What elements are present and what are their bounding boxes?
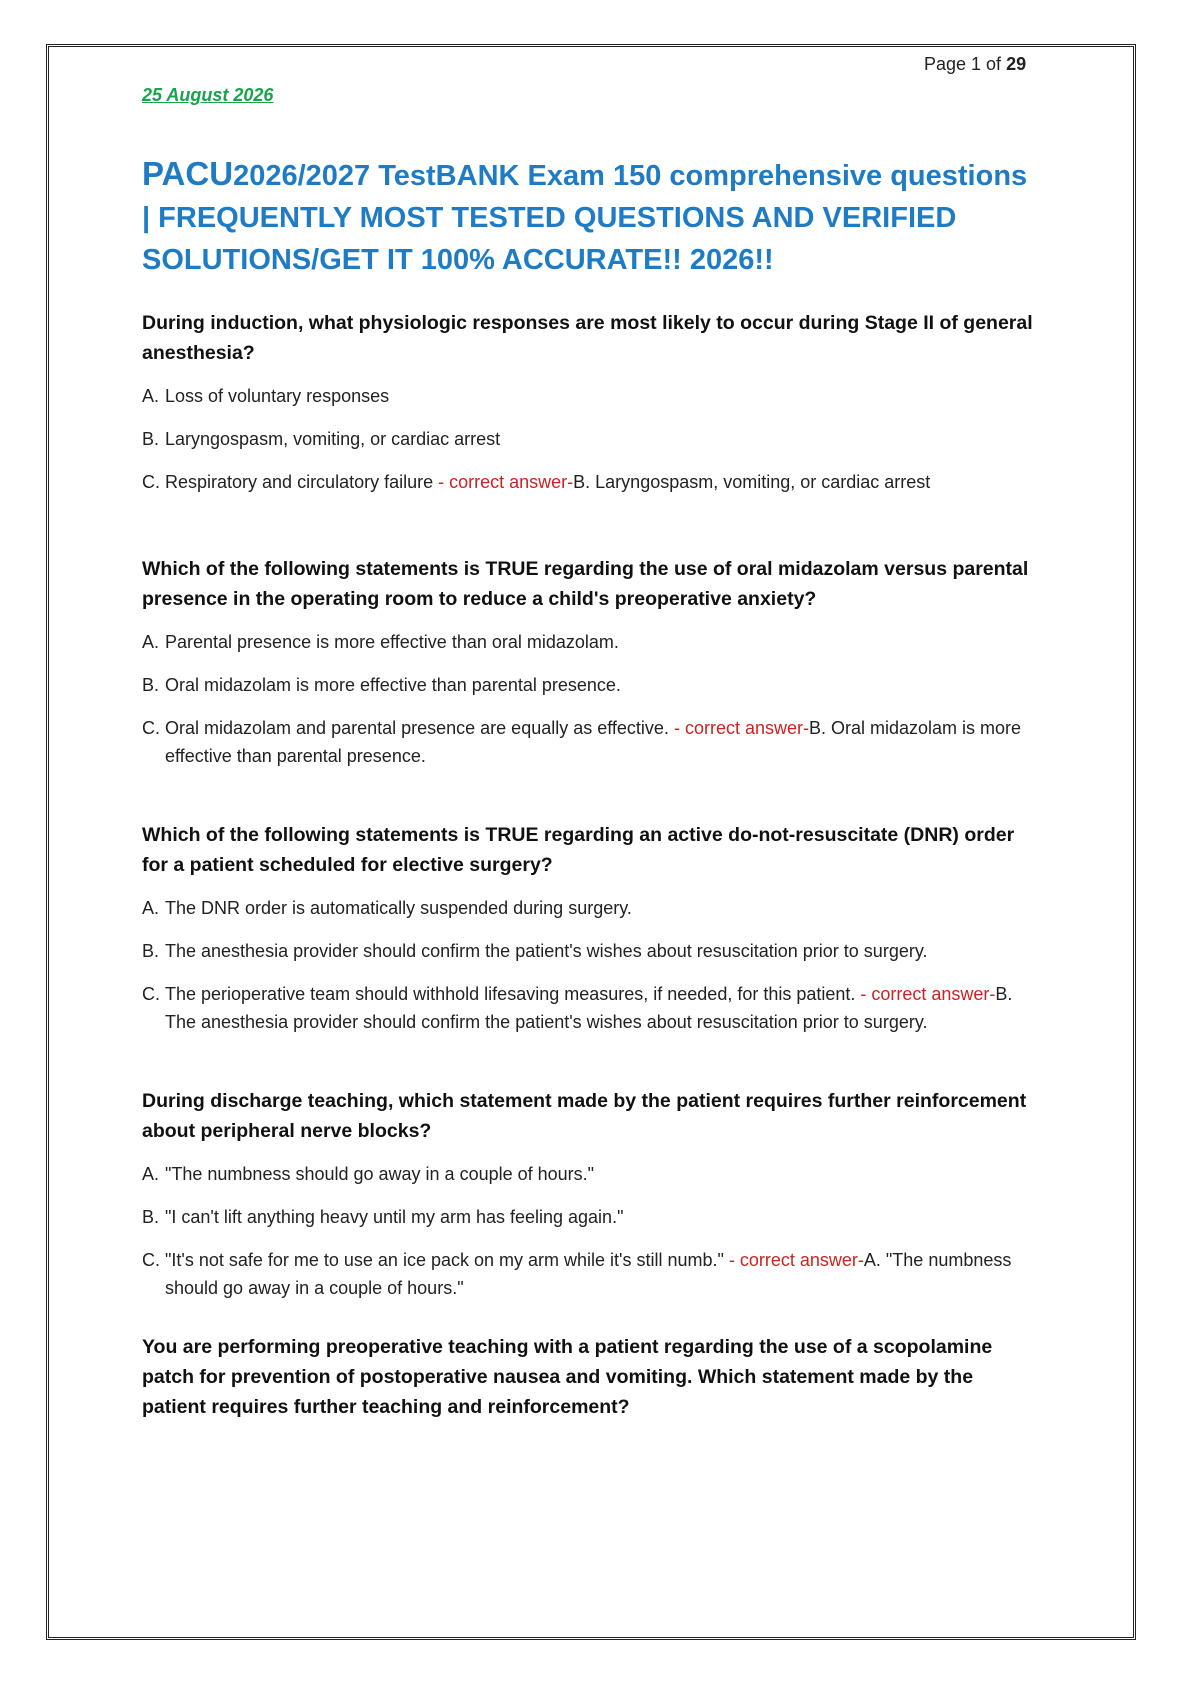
option-text: Respiratory and circulatory failure [165, 472, 439, 492]
question-text: Which of the following statements is TRUE regarding an active do-not-resuscitate (DNR) order for a patient scheduled for elective surgery? [142, 824, 1015, 876]
option-text: Oral midazolam is more effective than parental presence. [165, 675, 621, 695]
title-lead: PACU [142, 155, 234, 192]
correct-answer-text: B. The anesthesia provider should confirm the patient's wishes about resuscitation prior to surgery. [165, 984, 1013, 1032]
option-c [142, 714, 1042, 770]
option-letter: B. [142, 1207, 160, 1227]
option-text: Laryngospasm, vomiting, or cardiac arrest [165, 429, 501, 449]
option-text: The anesthesia provider should confirm the patient's wishes about resuscitation prior to surgery. [165, 941, 928, 961]
correct-answer-marker: - correct answer- [728, 1250, 864, 1270]
option-text: Oral midazolam and parental presence are equally as effective. [165, 718, 674, 738]
option-a [142, 382, 1042, 410]
option-text: The DNR order is automatically suspended during surgery. [165, 898, 632, 918]
option-text: The perioperative team should withhold lifesaving measures, if needed, for this patient. [165, 984, 861, 1004]
option-a [142, 628, 1042, 656]
option-letter: B. [142, 941, 160, 961]
question-item [142, 1086, 1042, 1302]
correct-answer-marker: - correct answer- [673, 718, 809, 738]
option-letter: A. [142, 1164, 160, 1184]
page-label: Page 1 of [924, 54, 1007, 74]
option-c [142, 468, 1042, 496]
option-b [142, 425, 1042, 453]
option-b [142, 937, 1042, 965]
option-text: Parental presence is more effective than oral midazolam. [165, 632, 619, 652]
option-text: "I can't lift anything heavy until my arm has feeling again." [165, 1207, 624, 1227]
title-rest: 2026/2027 TestBANK Exam 150 comprehensive questions | FREQUENTLY MOST TESTED QUESTIONS AND VERIFIED SOLUTIONS/GET IT 100% ACCURATE!! 2026!! [142, 160, 1028, 276]
option-letter: A. [142, 632, 160, 652]
option-letter: A. [142, 386, 160, 406]
option-letter: B. [142, 675, 160, 695]
question-list [142, 308, 1042, 1436]
option-a [142, 1160, 1042, 1188]
option-text: "It's not safe for me to use an ice pack on my arm while it's still numb." [165, 1250, 729, 1270]
option-a [142, 894, 1042, 922]
page-number [924, 54, 1026, 75]
question-text: Which of the following statements is TRUE regarding the use of oral midazolam versus parental presence in the operating room to reduce a child's preoperative anxiety? [142, 558, 1029, 610]
question-item [142, 308, 1042, 496]
option-b [142, 1203, 1042, 1231]
option-letter: C. [142, 718, 160, 738]
option-letter: B. [142, 429, 160, 449]
correct-answer-marker: - correct answer- [438, 472, 574, 492]
option-c [142, 980, 1042, 1036]
page-total: 29 [1006, 54, 1027, 74]
question-text: You are performing preoperative teaching with a patient regarding the use of a scopolamine patch for prevention of postoperative nausea and vomiting. Which statement made by the patient requires further teaching and reinforcement? [142, 1336, 993, 1418]
option-letter: C. [142, 984, 160, 1004]
document-title [142, 153, 1042, 281]
correct-answer-text: A. "The numbness should go away in a couple of hours." [165, 1250, 1012, 1298]
option-text: "The numbness should go away in a couple of hours." [165, 1164, 595, 1184]
correct-answer-text: B. Oral midazolam is more effective than parental presence. [165, 718, 1022, 766]
option-b [142, 671, 1042, 699]
correct-answer-text: B. Laryngospasm, vomiting, or cardiac arrest [573, 472, 931, 492]
question-item [142, 1332, 1042, 1422]
question-text: During induction, what physiologic responses are most likely to occur during Stage II of general anesthesia? [142, 312, 1033, 364]
question-item [142, 554, 1042, 770]
option-text: Loss of voluntary responses [165, 386, 390, 406]
question-item [142, 820, 1042, 1036]
correct-answer-marker: - correct answer- [860, 984, 996, 1004]
document-date: 25 August 2026 [142, 85, 274, 105]
option-letter: C. [142, 1250, 160, 1270]
option-letter: C. [142, 472, 160, 492]
option-c [142, 1246, 1042, 1302]
option-letter: A. [142, 898, 160, 918]
question-text: During discharge teaching, which statement made by the patient requires further reinforcement about peripheral nerve blocks? [142, 1090, 1027, 1142]
